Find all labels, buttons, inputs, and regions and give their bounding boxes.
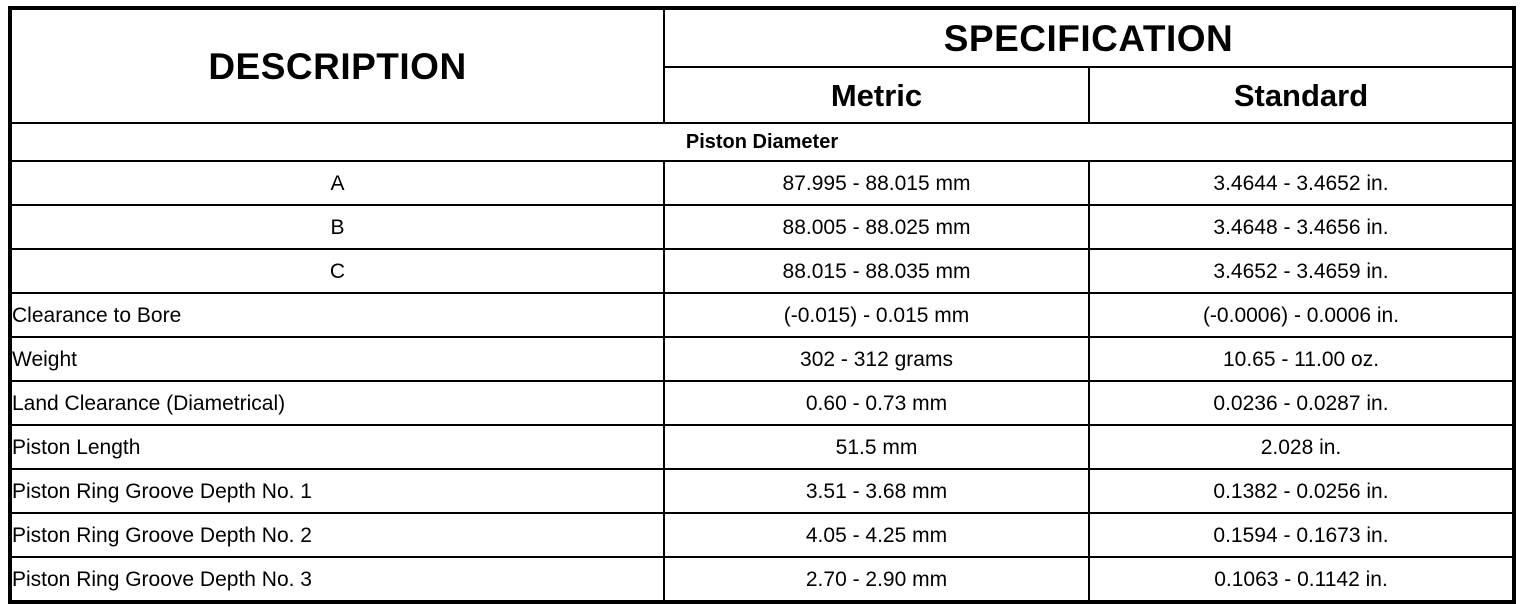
table-row (10, 249, 1514, 293)
cell-description: Clearance to Bore (10, 293, 664, 337)
cell-metric: 87.995 - 88.015 mm (664, 161, 1089, 205)
cell-standard: 0.0236 - 0.0287 in. (1089, 381, 1514, 425)
header-metric: Metric (664, 67, 1089, 123)
cell-metric: 3.51 - 3.68 mm (664, 469, 1089, 513)
table-row (10, 557, 1514, 602)
cell-metric: 88.005 - 88.025 mm (664, 205, 1089, 249)
cell-standard: (-0.0006) - 0.0006 in. (1089, 293, 1514, 337)
piston-specification-table (8, 6, 1516, 604)
table-row (10, 381, 1514, 425)
cell-description: Piston Ring Groove Depth No. 1 (10, 469, 664, 513)
cell-standard: 3.4648 - 3.4656 in. (1089, 205, 1514, 249)
cell-description: A (10, 161, 664, 205)
section-title-piston-diameter: Piston Diameter (10, 123, 1514, 161)
cell-description: Piston Length (10, 425, 664, 469)
table-row (10, 161, 1514, 205)
table-row (10, 293, 1514, 337)
cell-metric: 2.70 - 2.90 mm (664, 557, 1089, 602)
cell-standard: 0.1063 - 0.1142 in. (1089, 557, 1514, 602)
data-rows-body (10, 161, 1514, 602)
header-row-primary (10, 8, 1514, 67)
cell-description: Piston Ring Groove Depth No. 3 (10, 557, 664, 602)
cell-metric: 88.015 - 88.035 mm (664, 249, 1089, 293)
table-row (10, 425, 1514, 469)
cell-metric: 302 - 312 grams (664, 337, 1089, 381)
cell-description: Land Clearance (Diametrical) (10, 381, 664, 425)
cell-metric: 51.5 mm (664, 425, 1089, 469)
cell-standard: 3.4644 - 3.4652 in. (1089, 161, 1514, 205)
cell-standard: 2.028 in. (1089, 425, 1514, 469)
cell-description: B (10, 205, 664, 249)
cell-metric: (-0.015) - 0.015 mm (664, 293, 1089, 337)
cell-description: C (10, 249, 664, 293)
cell-metric: 4.05 - 4.25 mm (664, 513, 1089, 557)
table-row (10, 337, 1514, 381)
header-specification: SPECIFICATION (664, 8, 1514, 67)
cell-description: Weight (10, 337, 664, 381)
cell-standard: 3.4652 - 3.4659 in. (1089, 249, 1514, 293)
cell-description: Piston Ring Groove Depth No. 2 (10, 513, 664, 557)
header-description: DESCRIPTION (10, 8, 664, 123)
header-standard: Standard (1089, 67, 1514, 123)
cell-standard: 10.65 - 11.00 oz. (1089, 337, 1514, 381)
cell-standard: 0.1382 - 0.0256 in. (1089, 469, 1514, 513)
cell-metric: 0.60 - 0.73 mm (664, 381, 1089, 425)
table-row (10, 469, 1514, 513)
section-header-row (10, 123, 1514, 161)
table-row (10, 205, 1514, 249)
table-body (10, 8, 1514, 161)
table-row (10, 513, 1514, 557)
cell-standard: 0.1594 - 0.1673 in. (1089, 513, 1514, 557)
